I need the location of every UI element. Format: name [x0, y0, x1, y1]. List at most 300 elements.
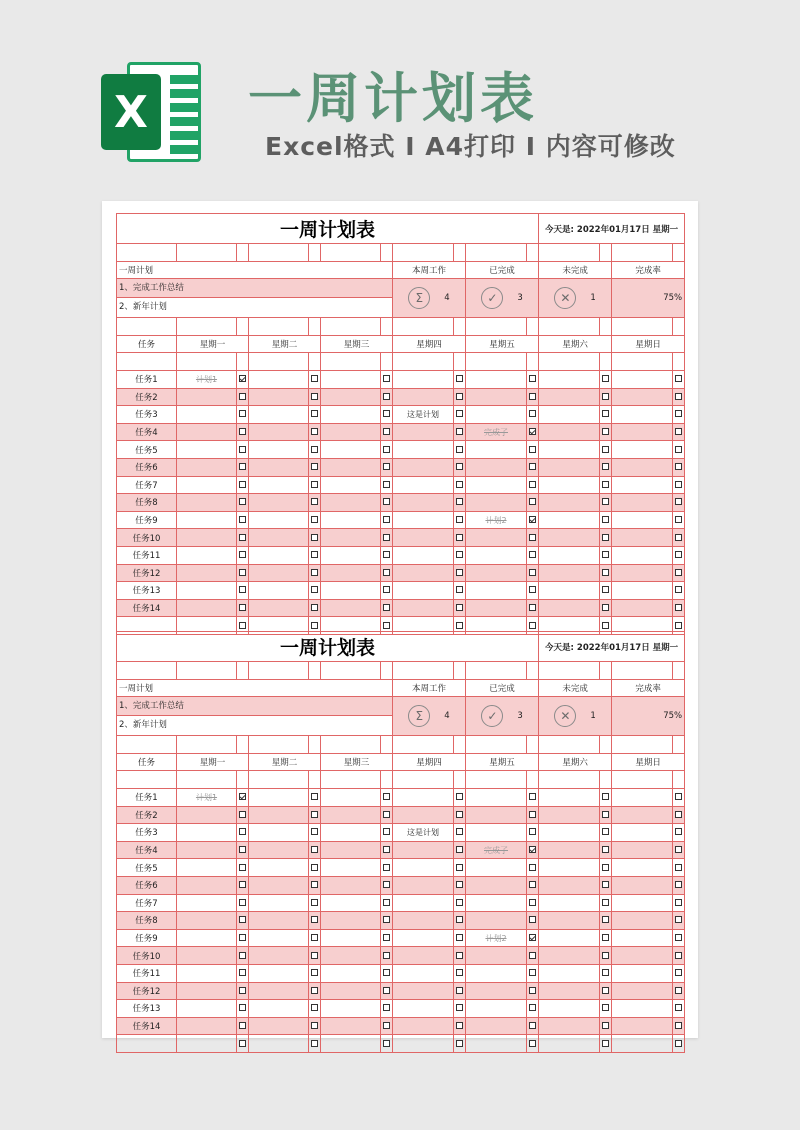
plan-cell[interactable]	[539, 423, 600, 441]
plan-cell[interactable]	[177, 859, 237, 877]
plan-cell[interactable]	[612, 894, 673, 912]
plan-cell[interactable]	[612, 982, 673, 1000]
checkbox[interactable]	[239, 551, 246, 558]
checkbox[interactable]	[456, 987, 463, 994]
checkbox[interactable]	[383, 1022, 390, 1029]
checkbox[interactable]	[529, 1004, 536, 1011]
checkbox[interactable]	[675, 811, 682, 818]
checkbox[interactable]	[239, 828, 246, 835]
plan-cell[interactable]	[612, 929, 673, 947]
plan-cell[interactable]	[249, 912, 309, 930]
checkbox[interactable]	[239, 393, 246, 400]
checkbox[interactable]	[383, 934, 390, 941]
plan-cell[interactable]	[249, 964, 309, 982]
checkbox[interactable]	[383, 1004, 390, 1011]
plan-cell[interactable]	[539, 982, 600, 1000]
plan-cell[interactable]	[393, 546, 454, 564]
checkbox[interactable]	[675, 793, 682, 800]
checkbox[interactable]	[239, 622, 246, 629]
plan-cell[interactable]	[249, 947, 309, 965]
plan-cell[interactable]	[321, 441, 381, 459]
checkbox[interactable]	[456, 916, 463, 923]
checkbox[interactable]	[456, 463, 463, 470]
plan-cell[interactable]	[393, 599, 454, 617]
plan-cell[interactable]	[539, 1035, 600, 1053]
checkbox[interactable]	[675, 516, 682, 523]
checkbox[interactable]	[602, 846, 609, 853]
checkbox-checked[interactable]	[529, 934, 536, 941]
plan-cell[interactable]	[177, 894, 237, 912]
plan-cell[interactable]	[466, 964, 527, 982]
plan-cell[interactable]	[249, 894, 309, 912]
plan-cell[interactable]	[393, 982, 454, 1000]
plan-cell[interactable]	[539, 859, 600, 877]
checkbox[interactable]	[602, 393, 609, 400]
checkbox[interactable]	[311, 1040, 318, 1047]
checkbox[interactable]	[675, 934, 682, 941]
checkbox[interactable]	[456, 811, 463, 818]
checkbox[interactable]	[383, 534, 390, 541]
plan-cell[interactable]	[466, 406, 527, 424]
plan-cell[interactable]	[539, 511, 600, 529]
checkbox[interactable]	[529, 604, 536, 611]
plan-cell[interactable]	[321, 859, 381, 877]
plan-cell[interactable]	[539, 912, 600, 930]
plan-cell[interactable]	[177, 1000, 237, 1018]
checkbox[interactable]	[239, 987, 246, 994]
checkbox[interactable]	[675, 987, 682, 994]
plan-cell[interactable]	[539, 599, 600, 617]
plan-cell[interactable]	[177, 564, 237, 582]
plan-cell[interactable]	[249, 599, 309, 617]
checkbox[interactable]	[602, 1040, 609, 1047]
checkbox[interactable]	[675, 481, 682, 488]
checkbox[interactable]	[311, 463, 318, 470]
checkbox[interactable]	[675, 916, 682, 923]
checkbox[interactable]	[311, 811, 318, 818]
checkbox[interactable]	[602, 551, 609, 558]
plan-cell[interactable]	[612, 511, 673, 529]
plan-cell[interactable]	[177, 476, 237, 494]
checkbox[interactable]	[311, 987, 318, 994]
checkbox[interactable]	[456, 569, 463, 576]
checkbox[interactable]	[602, 516, 609, 523]
plan-cell[interactable]	[177, 912, 237, 930]
checkbox[interactable]	[239, 952, 246, 959]
plan-cell[interactable]	[321, 788, 381, 806]
plan-cell[interactable]	[393, 806, 454, 824]
checkbox[interactable]	[311, 498, 318, 505]
checkbox[interactable]	[602, 969, 609, 976]
checkbox[interactable]	[529, 534, 536, 541]
checkbox[interactable]	[456, 934, 463, 941]
plan-cell[interactable]	[321, 423, 381, 441]
plan-cell[interactable]	[466, 582, 527, 600]
checkbox[interactable]	[602, 463, 609, 470]
plan-cell[interactable]	[539, 1000, 600, 1018]
checkbox[interactable]	[675, 604, 682, 611]
checkbox[interactable]	[311, 934, 318, 941]
plan-cell[interactable]	[249, 546, 309, 564]
plan-cell[interactable]	[177, 582, 237, 600]
checkbox[interactable]	[456, 410, 463, 417]
checkbox[interactable]	[602, 828, 609, 835]
checkbox[interactable]	[383, 604, 390, 611]
checkbox[interactable]	[456, 793, 463, 800]
plan-cell[interactable]	[177, 529, 237, 547]
plan-cell[interactable]	[321, 912, 381, 930]
checkbox[interactable]	[456, 498, 463, 505]
checkbox[interactable]	[383, 516, 390, 523]
plan-cell[interactable]	[466, 458, 527, 476]
plan-cell[interactable]	[321, 564, 381, 582]
plan-cell[interactable]	[466, 876, 527, 894]
plan-cell[interactable]	[466, 788, 527, 806]
plan-cell[interactable]	[249, 582, 309, 600]
plan-cell[interactable]	[612, 546, 673, 564]
plan-cell[interactable]	[612, 529, 673, 547]
checkbox[interactable]	[311, 969, 318, 976]
plan-cell[interactable]	[612, 1000, 673, 1018]
checkbox[interactable]	[675, 375, 682, 382]
checkbox[interactable]	[675, 881, 682, 888]
plan-cell[interactable]	[393, 476, 454, 494]
plan-cell[interactable]	[177, 824, 237, 842]
plan-cell[interactable]	[321, 1017, 381, 1035]
checkbox[interactable]	[383, 410, 390, 417]
checkbox[interactable]	[675, 534, 682, 541]
plan-cell[interactable]	[612, 599, 673, 617]
plan-cell[interactable]	[612, 458, 673, 476]
checkbox[interactable]	[383, 463, 390, 470]
checkbox[interactable]	[529, 828, 536, 835]
plan-cell[interactable]	[393, 894, 454, 912]
checkbox[interactable]	[529, 551, 536, 558]
checkbox[interactable]	[456, 534, 463, 541]
checkbox[interactable]	[239, 428, 246, 435]
plan-cell[interactable]	[321, 546, 381, 564]
checkbox[interactable]	[239, 534, 246, 541]
checkbox[interactable]	[239, 446, 246, 453]
plan-cell[interactable]	[249, 476, 309, 494]
plan-cell[interactable]	[177, 406, 237, 424]
checkbox[interactable]	[602, 899, 609, 906]
plan-cell[interactable]	[612, 824, 673, 842]
plan-cell[interactable]	[177, 494, 237, 512]
plan-cell[interactable]	[321, 876, 381, 894]
plan-cell[interactable]	[612, 806, 673, 824]
plan-cell[interactable]	[177, 458, 237, 476]
plan-cell[interactable]	[539, 546, 600, 564]
plan-cell[interactable]	[177, 841, 237, 859]
plan-cell[interactable]	[177, 947, 237, 965]
checkbox[interactable]	[383, 811, 390, 818]
checkbox[interactable]	[529, 446, 536, 453]
plan-cell[interactable]	[321, 929, 381, 947]
checkbox[interactable]	[239, 516, 246, 523]
checkbox[interactable]	[383, 586, 390, 593]
checkbox[interactable]	[239, 899, 246, 906]
checkbox-checked[interactable]	[529, 846, 536, 853]
plan-cell[interactable]	[612, 912, 673, 930]
plan-cell[interactable]	[466, 370, 527, 388]
plan-cell[interactable]	[539, 894, 600, 912]
plan-cell[interactable]	[393, 564, 454, 582]
checkbox[interactable]	[675, 846, 682, 853]
checkbox[interactable]	[456, 899, 463, 906]
checkbox[interactable]	[602, 534, 609, 541]
plan-cell[interactable]	[466, 511, 527, 529]
plan-cell[interactable]	[393, 788, 454, 806]
checkbox[interactable]	[602, 811, 609, 818]
checkbox[interactable]	[456, 864, 463, 871]
plan-cell[interactable]	[249, 423, 309, 441]
plan-cell[interactable]	[177, 929, 237, 947]
checkbox[interactable]	[529, 410, 536, 417]
checkbox[interactable]	[675, 1022, 682, 1029]
plan-cell[interactable]	[321, 1035, 381, 1053]
checkbox[interactable]	[239, 569, 246, 576]
checkbox[interactable]	[311, 828, 318, 835]
checkbox[interactable]	[675, 1040, 682, 1047]
plan-cell[interactable]	[249, 1017, 309, 1035]
checkbox[interactable]	[456, 1040, 463, 1047]
checkbox[interactable]	[602, 604, 609, 611]
checkbox[interactable]	[383, 551, 390, 558]
plan-cell[interactable]	[393, 406, 454, 424]
plan-cell[interactable]	[177, 964, 237, 982]
checkbox[interactable]	[239, 934, 246, 941]
checkbox[interactable]	[456, 428, 463, 435]
plan-cell[interactable]	[539, 564, 600, 582]
checkbox[interactable]	[529, 899, 536, 906]
checkbox[interactable]	[675, 969, 682, 976]
plan-cell[interactable]	[249, 564, 309, 582]
plan-cell[interactable]	[249, 388, 309, 406]
checkbox[interactable]	[239, 864, 246, 871]
plan-cell[interactable]	[612, 841, 673, 859]
plan-cell[interactable]	[321, 582, 381, 600]
plan-cell[interactable]	[539, 947, 600, 965]
checkbox[interactable]	[602, 622, 609, 629]
checkbox[interactable]	[456, 481, 463, 488]
plan-cell[interactable]	[249, 788, 309, 806]
checkbox[interactable]	[383, 987, 390, 994]
checkbox[interactable]	[239, 916, 246, 923]
checkbox[interactable]	[456, 446, 463, 453]
plan-cell[interactable]	[321, 529, 381, 547]
checkbox[interactable]	[311, 793, 318, 800]
plan-cell[interactable]	[539, 458, 600, 476]
checkbox[interactable]	[383, 952, 390, 959]
checkbox[interactable]	[311, 428, 318, 435]
checkbox[interactable]	[383, 481, 390, 488]
checkbox[interactable]	[529, 481, 536, 488]
checkbox[interactable]	[383, 428, 390, 435]
plan-cell[interactable]	[321, 841, 381, 859]
checkbox[interactable]	[239, 846, 246, 853]
plan-cell[interactable]	[466, 841, 527, 859]
plan-cell[interactable]	[612, 476, 673, 494]
plan-cell[interactable]	[612, 406, 673, 424]
plan-cell[interactable]	[249, 824, 309, 842]
checkbox[interactable]	[456, 551, 463, 558]
checkbox[interactable]	[456, 516, 463, 523]
checkbox[interactable]	[239, 463, 246, 470]
plan-cell[interactable]	[466, 599, 527, 617]
checkbox[interactable]	[675, 828, 682, 835]
checkbox[interactable]	[602, 446, 609, 453]
checkbox[interactable]	[456, 881, 463, 888]
checkbox[interactable]	[239, 604, 246, 611]
checkbox[interactable]	[311, 864, 318, 871]
checkbox[interactable]	[529, 916, 536, 923]
plan-cell[interactable]	[321, 894, 381, 912]
checkbox[interactable]	[311, 622, 318, 629]
plan-cell[interactable]	[612, 423, 673, 441]
plan-cell[interactable]	[539, 788, 600, 806]
plan-cell[interactable]	[321, 476, 381, 494]
plan-cell[interactable]	[612, 1035, 673, 1053]
checkbox[interactable]	[383, 846, 390, 853]
checkbox[interactable]	[383, 916, 390, 923]
checkbox[interactable]	[456, 586, 463, 593]
checkbox[interactable]	[383, 375, 390, 382]
checkbox[interactable]	[311, 375, 318, 382]
plan-cell[interactable]	[466, 859, 527, 877]
plan-cell[interactable]	[393, 841, 454, 859]
plan-cell[interactable]	[177, 982, 237, 1000]
plan-cell[interactable]	[393, 912, 454, 930]
checkbox[interactable]	[602, 410, 609, 417]
checkbox[interactable]	[383, 899, 390, 906]
plan-cell[interactable]	[612, 859, 673, 877]
plan-cell[interactable]	[249, 511, 309, 529]
checkbox[interactable]	[383, 446, 390, 453]
plan-cell[interactable]	[612, 947, 673, 965]
plan-cell[interactable]	[466, 564, 527, 582]
checkbox[interactable]	[311, 551, 318, 558]
plan-cell[interactable]	[539, 388, 600, 406]
checkbox[interactable]	[675, 622, 682, 629]
checkbox[interactable]	[239, 811, 246, 818]
plan-cell[interactable]	[321, 806, 381, 824]
plan-cell[interactable]	[177, 599, 237, 617]
checkbox[interactable]	[675, 446, 682, 453]
plan-cell[interactable]	[612, 964, 673, 982]
checkbox[interactable]	[456, 1022, 463, 1029]
plan-cell[interactable]	[539, 806, 600, 824]
checkbox[interactable]	[383, 881, 390, 888]
checkbox[interactable]	[383, 828, 390, 835]
plan-cell[interactable]	[612, 876, 673, 894]
plan-cell[interactable]	[321, 370, 381, 388]
plan-cell[interactable]	[177, 370, 237, 388]
plan-cell[interactable]	[249, 494, 309, 512]
checkbox[interactable]	[456, 375, 463, 382]
checkbox[interactable]	[602, 498, 609, 505]
plan-cell[interactable]	[177, 806, 237, 824]
checkbox[interactable]	[529, 498, 536, 505]
plan-cell[interactable]	[466, 824, 527, 842]
plan-cell[interactable]	[393, 388, 454, 406]
checkbox[interactable]	[675, 498, 682, 505]
plan-cell[interactable]	[393, 529, 454, 547]
checkbox[interactable]	[529, 987, 536, 994]
checkbox[interactable]	[456, 828, 463, 835]
checkbox[interactable]	[675, 952, 682, 959]
plan-cell[interactable]	[321, 388, 381, 406]
plan-cell[interactable]	[612, 788, 673, 806]
plan-cell[interactable]	[539, 529, 600, 547]
plan-cell[interactable]	[249, 841, 309, 859]
checkbox[interactable]	[239, 481, 246, 488]
checkbox[interactable]	[311, 410, 318, 417]
checkbox[interactable]	[456, 846, 463, 853]
checkbox[interactable]	[383, 393, 390, 400]
checkbox[interactable]	[311, 1022, 318, 1029]
checkbox[interactable]	[311, 481, 318, 488]
checkbox[interactable]	[239, 969, 246, 976]
plan-cell[interactable]	[249, 1035, 309, 1053]
checkbox[interactable]	[311, 916, 318, 923]
plan-cell[interactable]	[249, 859, 309, 877]
plan-cell[interactable]	[393, 511, 454, 529]
plan-cell[interactable]	[393, 441, 454, 459]
checkbox[interactable]	[529, 811, 536, 818]
checkbox[interactable]	[529, 793, 536, 800]
checkbox[interactable]	[529, 1022, 536, 1029]
plan-cell[interactable]	[249, 458, 309, 476]
plan-cell[interactable]	[249, 406, 309, 424]
plan-cell[interactable]	[393, 824, 454, 842]
plan-cell[interactable]	[177, 546, 237, 564]
checkbox[interactable]	[602, 987, 609, 994]
plan-cell[interactable]	[466, 1000, 527, 1018]
checkbox[interactable]	[529, 586, 536, 593]
checkbox[interactable]	[383, 622, 390, 629]
checkbox[interactable]	[529, 1040, 536, 1047]
checkbox[interactable]	[529, 393, 536, 400]
plan-cell[interactable]	[466, 929, 527, 947]
plan-cell[interactable]	[539, 370, 600, 388]
plan-cell[interactable]	[249, 876, 309, 894]
plan-cell[interactable]	[177, 511, 237, 529]
checkbox[interactable]	[602, 428, 609, 435]
plan-cell[interactable]	[466, 423, 527, 441]
plan-cell[interactable]	[393, 947, 454, 965]
checkbox[interactable]	[675, 586, 682, 593]
checkbox[interactable]	[383, 864, 390, 871]
checkbox[interactable]	[383, 1040, 390, 1047]
plan-cell[interactable]	[393, 370, 454, 388]
plan-cell[interactable]	[539, 964, 600, 982]
checkbox-checked[interactable]	[239, 793, 246, 800]
checkbox[interactable]	[529, 463, 536, 470]
plan-cell[interactable]	[466, 894, 527, 912]
plan-cell[interactable]	[249, 929, 309, 947]
plan-cell[interactable]	[466, 441, 527, 459]
checkbox[interactable]	[602, 481, 609, 488]
plan-cell[interactable]	[466, 494, 527, 512]
plan-cell[interactable]	[321, 824, 381, 842]
checkbox[interactable]	[239, 410, 246, 417]
plan-cell[interactable]	[177, 423, 237, 441]
checkbox[interactable]	[456, 604, 463, 611]
checkbox[interactable]	[311, 604, 318, 611]
checkbox[interactable]	[675, 864, 682, 871]
plan-cell[interactable]	[393, 582, 454, 600]
